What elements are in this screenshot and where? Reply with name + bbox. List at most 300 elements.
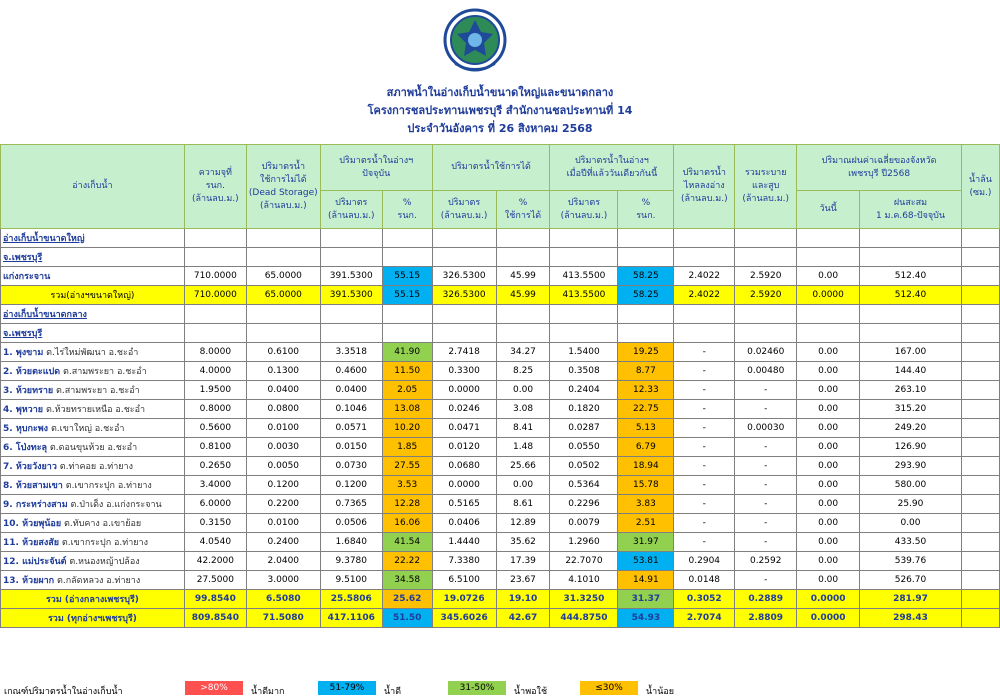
cell-over: [961, 476, 999, 495]
cell-upct: 8.25: [496, 362, 550, 381]
reservoir-name-cell: [1, 571, 185, 590]
cell-lpct: 3.83: [618, 495, 674, 514]
cell-lvol: 0.1820: [550, 400, 618, 419]
cell-pct: 25.62: [382, 590, 432, 609]
empty-cell: [184, 229, 246, 248]
cell-vol: 0.0400: [320, 381, 382, 400]
table-row: [1, 286, 1000, 305]
section-large-province: [1, 248, 1000, 267]
col-usable: ปริมาตรน้ำใช้การได้: [432, 145, 550, 191]
cell-upct: 0.00: [496, 476, 550, 495]
empty-cell: [860, 248, 962, 267]
cell-pct: 10.20: [382, 419, 432, 438]
empty-cell: [961, 229, 999, 248]
reservoir-name: 6. โป่งทะลุ: [3, 443, 48, 453]
cell-upct: 0.00: [496, 381, 550, 400]
empty-cell: [320, 229, 382, 248]
cell-cap: 0.8100: [184, 438, 246, 457]
cell-rain: 0.00: [797, 457, 860, 476]
table-row: [1, 552, 1000, 571]
table-row: [1, 362, 1000, 381]
cell-dead: 71.5080: [246, 609, 320, 628]
cell-dead: 65.0000: [246, 286, 320, 305]
cell-dead: 65.0000: [246, 267, 320, 286]
empty-cell: [550, 229, 618, 248]
cell-uvol: 0.3300: [432, 362, 496, 381]
cell-over: [961, 438, 999, 457]
cell-pct: 27.55: [382, 457, 432, 476]
cell-lvol: 31.3250: [550, 590, 618, 609]
cell-dead: 0.0400: [246, 381, 320, 400]
table-row: [1, 400, 1000, 419]
cell-vol: 0.7365: [320, 495, 382, 514]
cell-over: [961, 419, 999, 438]
reservoir-location: ต.กลัดหลวง อ.ท่ายาง: [57, 576, 141, 586]
reservoir-name: แก่งกระจาน: [3, 272, 51, 282]
cell-rain: 0.0000: [797, 286, 860, 305]
reservoir-name-cell: [1, 343, 185, 362]
cell-uvol: 0.5165: [432, 495, 496, 514]
reservoir-location: ต.หนองหญ้าปล้อง: [69, 557, 140, 567]
cell-upct: 45.99: [496, 267, 550, 286]
cell-cap: 0.5600: [184, 419, 246, 438]
cell-vol: 0.0730: [320, 457, 382, 476]
col-overflow: น้ำล้น (ซม.): [961, 145, 999, 229]
cell-accum: 512.40: [860, 286, 962, 305]
cell-uvol: 0.0680: [432, 457, 496, 476]
section-medium-province-label: จ.เพชรบุรี: [1, 324, 185, 343]
reservoir-name: 11. ห้วยสงสัย: [3, 538, 59, 548]
cell-inflow: -: [674, 381, 735, 400]
report-titles: [0, 84, 1000, 138]
section-large: [1, 229, 1000, 248]
reservoir-name: 12. แม่ประจันต์: [3, 557, 67, 567]
cell-over: [961, 400, 999, 419]
col-rain-today: วันนี้: [797, 191, 860, 229]
reservoir-name-cell: [1, 362, 185, 381]
cell-upct: 35.62: [496, 533, 550, 552]
cell-upct: 17.39: [496, 552, 550, 571]
cell-dead: 0.0050: [246, 457, 320, 476]
cell-lvol: 22.7070: [550, 552, 618, 571]
legend-caption: เกณฑ์ปริมาตรน้ำในอ่างเก็บน้ำ: [4, 687, 123, 697]
cell-lpct: 12.33: [618, 381, 674, 400]
cell-pct: 55.15: [382, 286, 432, 305]
empty-cell: [184, 305, 246, 324]
cell-inflow: 0.2904: [674, 552, 735, 571]
table-row: [1, 476, 1000, 495]
col-lastyear: ปริมาตรน้ำในอ่างฯ เมื่อปีที่แล้ววันเดียวกันนี้: [550, 145, 674, 191]
empty-cell: [320, 248, 382, 267]
cell-vol: 9.3780: [320, 552, 382, 571]
empty-cell: [674, 248, 735, 267]
cell-lvol: 0.2404: [550, 381, 618, 400]
cell-pct: 55.15: [382, 267, 432, 286]
cell-accum: 263.10: [860, 381, 962, 400]
empty-cell: [674, 324, 735, 343]
empty-cell: [860, 305, 962, 324]
cell-cap: 710.0000: [184, 267, 246, 286]
cell-release: -: [735, 533, 797, 552]
cell-dead: 0.2200: [246, 495, 320, 514]
reservoir-name-cell: [1, 533, 185, 552]
cell-lpct: 58.25: [618, 286, 674, 305]
cell-uvol: 326.5300: [432, 267, 496, 286]
cell-lvol: 444.8750: [550, 609, 618, 628]
section-medium: [1, 305, 1000, 324]
cell-lvol: 413.5500: [550, 267, 618, 286]
cell-lpct: 5.13: [618, 419, 674, 438]
col-lastyear-pct: % รนก.: [618, 191, 674, 229]
cell-cap: 710.0000: [184, 286, 246, 305]
cell-accum: 25.90: [860, 495, 962, 514]
cell-dead: 6.5080: [246, 590, 320, 609]
cell-release: 0.02460: [735, 343, 797, 362]
cell-cap: 42.2000: [184, 552, 246, 571]
cell-lvol: 0.0502: [550, 457, 618, 476]
cell-lpct: 2.51: [618, 514, 674, 533]
cell-cap: 99.8540: [184, 590, 246, 609]
reservoir-name-cell: [1, 476, 185, 495]
cell-accum: 580.00: [860, 476, 962, 495]
cell-upct: 12.89: [496, 514, 550, 533]
cell-dead: 0.0100: [246, 419, 320, 438]
cell-over: [961, 267, 999, 286]
cell-cap: 0.2650: [184, 457, 246, 476]
empty-cell: [432, 305, 496, 324]
cell-pct: 51.50: [382, 609, 432, 628]
cell-pct: 41.54: [382, 533, 432, 552]
cell-inflow: -: [674, 476, 735, 495]
cell-upct: 23.67: [496, 571, 550, 590]
col-dead-storage: ปริมาตรน้ำ ใช้การไม่ได้ (Dead Storage) (ล้านลบ.ม.): [246, 145, 320, 229]
empty-cell: [618, 229, 674, 248]
cell-over: [961, 514, 999, 533]
col-release: รวมระบาย และสูบ (ล้านลบ.ม.): [735, 145, 797, 229]
cell-pct: 12.28: [382, 495, 432, 514]
col-lastyear-vol: ปริมาตร (ล้านลบ.ม.): [550, 191, 618, 229]
section-medium-province: [1, 324, 1000, 343]
cell-over: [961, 495, 999, 514]
cell-uvol: 2.7418: [432, 343, 496, 362]
legend-label: น้ำพอใช้: [514, 687, 548, 697]
cell-release: -: [735, 400, 797, 419]
legend-label: น้ำดีมาก: [251, 687, 285, 697]
cell-inflow: -: [674, 438, 735, 457]
section-medium-label: อ่างเก็บน้ำขนาดกลาง: [1, 305, 185, 324]
table-header: [1, 145, 1000, 229]
reservoir-location: ต.สามพระยา อ.ชะอำ: [56, 386, 140, 396]
cell-release: -: [735, 476, 797, 495]
cell-over: [961, 552, 999, 571]
col-current-pct: % รนก.: [382, 191, 432, 229]
cell-cap: 0.3150: [184, 514, 246, 533]
empty-cell: [246, 229, 320, 248]
cell-lpct: 15.78: [618, 476, 674, 495]
cell-over: [961, 609, 999, 628]
cell-release: -: [735, 495, 797, 514]
cell-upct: 3.08: [496, 400, 550, 419]
section-large-label: อ่างเก็บน้ำขนาดใหญ่: [1, 229, 185, 248]
legend-label: น้ำดี: [384, 687, 402, 697]
cell-inflow: 2.7074: [674, 609, 735, 628]
cell-lpct: 14.91: [618, 571, 674, 590]
col-usable-pct: % ใช้การได้: [496, 191, 550, 229]
cell-over: [961, 343, 999, 362]
col-rain: ปริมาณฝนค่าเฉลี่ยของจังหวัด เพชรบุรี ปี2568: [797, 145, 962, 191]
empty-cell: [184, 324, 246, 343]
cell-upct: 1.48: [496, 438, 550, 457]
reservoir-location: ต.เขากระปุก อ.ท่ายาง: [61, 538, 148, 548]
cell-lvol: 0.0079: [550, 514, 618, 533]
cell-release: 0.2889: [735, 590, 797, 609]
cell-release: -: [735, 438, 797, 457]
cell-rain: 0.00: [797, 438, 860, 457]
cell-over: [961, 362, 999, 381]
cell-inflow: 2.4022: [674, 286, 735, 305]
cell-lpct: 8.77: [618, 362, 674, 381]
cell-over: [961, 533, 999, 552]
col-capacity: ความจุที่ รนก. (ล้านลบ.ม.): [184, 145, 246, 229]
cell-rain: 0.00: [797, 381, 860, 400]
section-large-province-label: จ.เพชรบุรี: [1, 248, 185, 267]
reservoir-name-cell: [1, 438, 185, 457]
cell-pct: 11.50: [382, 362, 432, 381]
cell-upct: 8.41: [496, 419, 550, 438]
legend-swatch: 31-50%: [448, 681, 506, 695]
legend: [0, 680, 1000, 700]
empty-cell: [961, 248, 999, 267]
reservoir-name: 5. หุบกะพง: [3, 424, 49, 434]
empty-cell: [735, 305, 797, 324]
cell-lpct: 53.81: [618, 552, 674, 571]
col-current-vol: ปริมาตร (ล้านลบ.ม.): [320, 191, 382, 229]
cell-rain: 0.00: [797, 533, 860, 552]
cell-over: [961, 286, 999, 305]
reservoir-location: ต.ป่าเด็ง อ.แก่งกระจาน: [70, 500, 162, 510]
cell-release: -: [735, 381, 797, 400]
table-row: [1, 533, 1000, 552]
table-row: [1, 267, 1000, 286]
cell-inflow: -: [674, 362, 735, 381]
reservoir-location: ต.สามพระยา อ.ชะอำ: [63, 367, 147, 377]
cell-cap: 6.0000: [184, 495, 246, 514]
cell-vol: 0.4600: [320, 362, 382, 381]
cell-release: -: [735, 571, 797, 590]
cell-inflow: -: [674, 457, 735, 476]
cell-accum: 539.76: [860, 552, 962, 571]
empty-cell: [674, 305, 735, 324]
cell-uvol: 1.4440: [432, 533, 496, 552]
cell-cap: 27.5000: [184, 571, 246, 590]
reservoir-name: 3. ห้วยทราย: [3, 386, 54, 396]
cell-lvol: 4.1010: [550, 571, 618, 590]
cell-lpct: 58.25: [618, 267, 674, 286]
cell-vol: 0.0506: [320, 514, 382, 533]
cell-lpct: 6.79: [618, 438, 674, 457]
reservoir-location: ต.ดอนขุนห้วย อ.ชะอำ: [49, 443, 138, 453]
report-date: ประจำวันอังคาร ที่ 26 สิงหาคม 2568: [407, 122, 593, 135]
cell-vol: 417.1106: [320, 609, 382, 628]
cell-release: 2.8809: [735, 609, 797, 628]
reservoir-location: ต.ไร่ใหม่พัฒนา อ.ชะอำ: [46, 348, 139, 358]
cell-release: -: [735, 457, 797, 476]
empty-cell: [496, 248, 550, 267]
cell-vol: 25.5806: [320, 590, 382, 609]
cell-pct: 3.53: [382, 476, 432, 495]
cell-dead: 0.0030: [246, 438, 320, 457]
cell-vol: 0.1200: [320, 476, 382, 495]
col-rain-accum: ฝนสะสม 1 ม.ค.68-ปัจจุบัน: [860, 191, 962, 229]
cell-rain: 0.0000: [797, 609, 860, 628]
table-row: [1, 419, 1000, 438]
cell-pct: 34.58: [382, 571, 432, 590]
cell-accum: 281.97: [860, 590, 962, 609]
cell-accum: 298.43: [860, 609, 962, 628]
reservoir-name-cell: [1, 419, 185, 438]
cell-dead: 0.1200: [246, 476, 320, 495]
cell-over: [961, 457, 999, 476]
cell-vol: 0.1046: [320, 400, 382, 419]
reservoir-table: [0, 144, 1000, 628]
cell-lpct: 31.37: [618, 590, 674, 609]
cell-lvol: 413.5500: [550, 286, 618, 305]
reservoir-name-cell: [1, 514, 185, 533]
cell-inflow: -: [674, 495, 735, 514]
reservoir-name-cell: [1, 495, 185, 514]
cell-lpct: 19.25: [618, 343, 674, 362]
empty-cell: [797, 305, 860, 324]
empty-cell: [618, 324, 674, 343]
cell-release: 0.2592: [735, 552, 797, 571]
reservoir-name-cell: [1, 400, 185, 419]
reservoir-location: ต.ท่าคอย อ.ท่ายาง: [59, 462, 134, 472]
cell-uvol: 0.0246: [432, 400, 496, 419]
cell-pct: 22.22: [382, 552, 432, 571]
cell-cap: 0.8000: [184, 400, 246, 419]
table-row: [1, 381, 1000, 400]
empty-cell: [797, 324, 860, 343]
cell-cap: 809.8540: [184, 609, 246, 628]
cell-rain: 0.00: [797, 362, 860, 381]
cell-pct: 13.08: [382, 400, 432, 419]
empty-cell: [184, 248, 246, 267]
empty-cell: [496, 305, 550, 324]
royal-irrigation-seal-icon: [441, 8, 509, 76]
legend-swatch: >80%: [185, 681, 243, 695]
cell-rain: 0.00: [797, 400, 860, 419]
cell-accum: 512.40: [860, 267, 962, 286]
cell-uvol: 0.0120: [432, 438, 496, 457]
cell-vol: 391.5300: [320, 267, 382, 286]
cell-accum: 126.90: [860, 438, 962, 457]
empty-cell: [550, 248, 618, 267]
cell-upct: 45.99: [496, 286, 550, 305]
empty-cell: [735, 248, 797, 267]
cell-uvol: 0.0000: [432, 381, 496, 400]
empty-cell: [961, 324, 999, 343]
reservoir-location: ต.ทับคาง อ.เขาย้อย: [63, 519, 142, 529]
empty-cell: [432, 324, 496, 343]
legend-swatch: 51-79%: [318, 681, 376, 695]
cell-release: 0.00030: [735, 419, 797, 438]
cell-vol: 1.6840: [320, 533, 382, 552]
col-reservoir: อ่างเก็บน้ำ: [1, 145, 185, 229]
cell-over: [961, 590, 999, 609]
empty-cell: [432, 229, 496, 248]
cell-accum: 167.00: [860, 343, 962, 362]
cell-inflow: 2.4022: [674, 267, 735, 286]
reservoir-name: 13. ห้วยผาก: [3, 576, 55, 586]
cell-accum: 249.20: [860, 419, 962, 438]
empty-cell: [320, 324, 382, 343]
cell-dead: 3.0000: [246, 571, 320, 590]
cell-vol: 0.0571: [320, 419, 382, 438]
cell-accum: 433.50: [860, 533, 962, 552]
cell-lvol: 0.0550: [550, 438, 618, 457]
table-row: [1, 571, 1000, 590]
cell-uvol: 0.0406: [432, 514, 496, 533]
table-row: [1, 514, 1000, 533]
cell-uvol: 345.6026: [432, 609, 496, 628]
cell-pct: 41.90: [382, 343, 432, 362]
cell-upct: 34.27: [496, 343, 550, 362]
cell-inflow: -: [674, 343, 735, 362]
cell-cap: 1.9500: [184, 381, 246, 400]
reservoir-name: 8. ห้วยสามเขา: [3, 481, 63, 491]
cell-release: 2.5920: [735, 267, 797, 286]
empty-cell: [382, 324, 432, 343]
reservoir-name: 2. ห้วยตะแปด: [3, 367, 61, 377]
cell-inflow: 0.3052: [674, 590, 735, 609]
cell-inflow: -: [674, 533, 735, 552]
empty-cell: [246, 248, 320, 267]
empty-cell: [618, 305, 674, 324]
cell-uvol: 0.0471: [432, 419, 496, 438]
cell-accum: 526.70: [860, 571, 962, 590]
empty-cell: [496, 229, 550, 248]
cell-rain: 0.00: [797, 343, 860, 362]
empty-cell: [496, 324, 550, 343]
cell-vol: 3.3518: [320, 343, 382, 362]
table-body: [1, 229, 1000, 628]
col-current: ปริมาตรน้ำในอ่างฯ ปัจจุบัน: [320, 145, 432, 191]
cell-upct: 8.61: [496, 495, 550, 514]
cell-over: [961, 571, 999, 590]
reservoir-location: ต.เขากระปุก อ.ท่ายาง: [65, 481, 152, 491]
cell-release: 2.5920: [735, 286, 797, 305]
table-row: [1, 609, 1000, 628]
reservoir-name: 7. ห้วยวังยาว: [3, 462, 57, 472]
cell-vol: 391.5300: [320, 286, 382, 305]
cell-cap: 3.4000: [184, 476, 246, 495]
empty-cell: [735, 229, 797, 248]
cell-accum: 0.00: [860, 514, 962, 533]
cell-inflow: 0.0148: [674, 571, 735, 590]
logo-area: [0, 0, 1000, 80]
cell-release: 0.00480: [735, 362, 797, 381]
cell-cap: 4.0540: [184, 533, 246, 552]
empty-cell: [961, 305, 999, 324]
cell-lvol: 1.2960: [550, 533, 618, 552]
cell-uvol: 19.0726: [432, 590, 496, 609]
cell-rain: 0.0000: [797, 590, 860, 609]
empty-cell: [320, 305, 382, 324]
reservoir-name-cell: [1, 552, 185, 571]
legend-label: น้ำน้อย: [646, 687, 675, 697]
cell-rain: 0.00: [797, 514, 860, 533]
cell-accum: 144.40: [860, 362, 962, 381]
